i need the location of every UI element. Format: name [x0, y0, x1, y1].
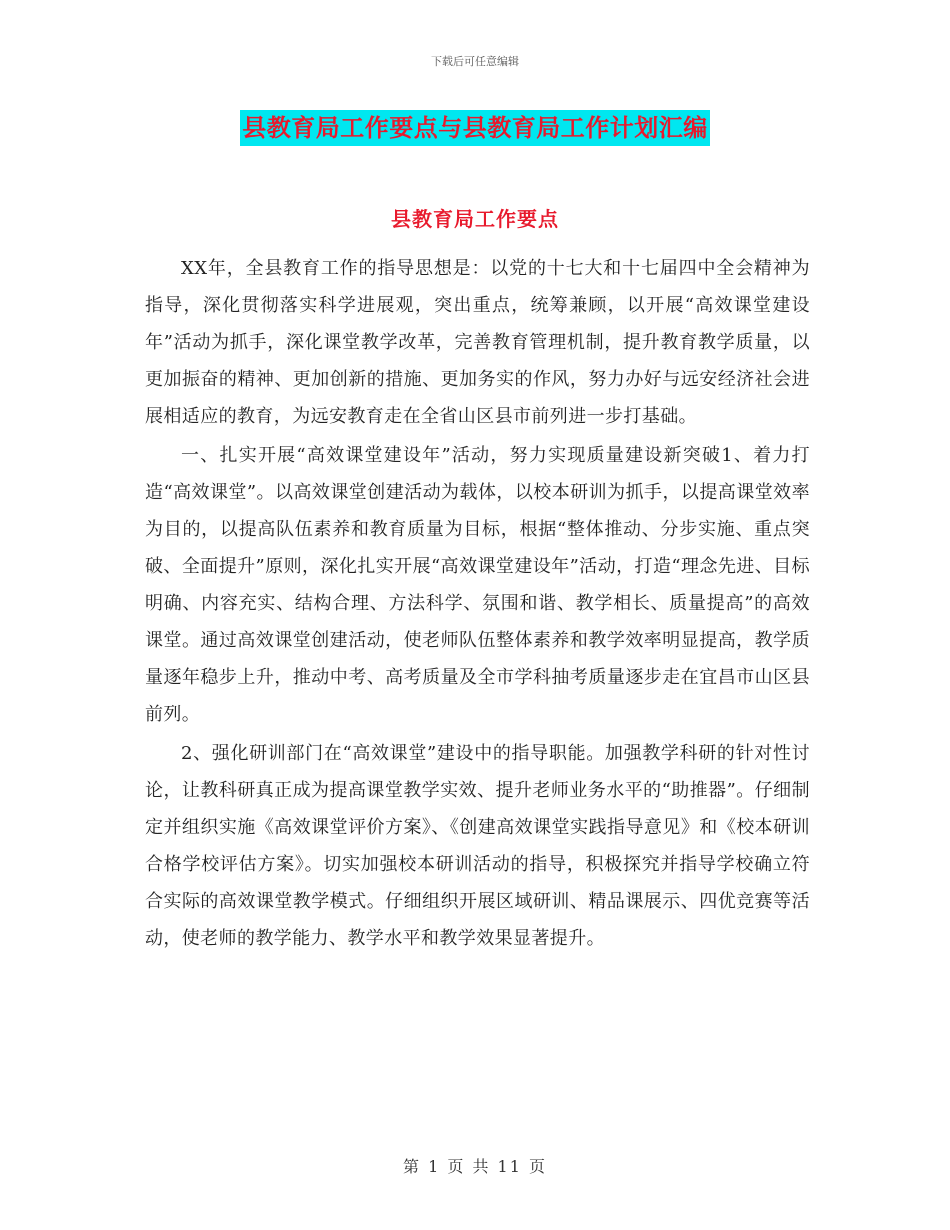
document-body — [145, 250, 810, 959]
section-title: 县教育局工作要点 — [391, 207, 559, 231]
paragraph: 2、强化研训部门在“高效课堂”建设中的指导职能。加强教学科研的针对性讨论，让教科研真正成为提高课堂教学实效、提升老师业务水平的“助推器”。仔细制定并组织实施《高效课堂评价方案》、《创建高效课堂实践指导意见》和《校本研训合格学校评估方案》。切实加强校本研训活动的指导，积极探究并指导学校确立符合实际的高效课堂教学模式。仔细组织开展区域研训、精品课展示、四优竞赛等活动，使老师的教学能力、教学水平和教学效果显著提升。 — [145, 743, 810, 949]
main-title-container — [0, 110, 950, 146]
main-title: 县教育局工作要点与县教育局工作计划汇编 — [240, 110, 710, 146]
paragraph: XX年，全县教育工作的指导思想是：以党的十七大和十七届四中全会精神为指导，深化贯彻落实科学进展观，突出重点，统筹兼顾，以开展“高效课堂建设年”活动为抓手，深化课堂教学改革，完善教育管理机制，提升教育教学质量，以更加振奋的精神、更加创新的措施、更加务实的作风，努力办好与远安经济社会进展相适应的教育，为远安教育走在全省山区县市前列进一步打基础。 — [145, 258, 810, 427]
paragraph: 一、扎实开展“高效课堂建设年”活动，努力实现质量建设新突破1、着力打造“高效课堂”。以高效课堂创建活动为载体，以校本研训为抓手，以提高课堂效率为目的，以提高队伍素养和教育质量为目标，根据“整体推动、分步实施、重点突破、全面提升”原则，深化扎实开展“高效课堂建设年”活动，打造“理念先进、目标明确、内容充实、结构合理、方法科学、氛围和谐、教学相长、质量提高”的高效课堂。通过高效课堂创建活动，使老师队伍整体素养和教学效率明显提高，教学质量逐年稳步上升，推动中考、高考质量及全市学科抽考质量逐步走在宜昌市山区县前列。 — [145, 445, 810, 725]
page-number: 第 1 页 共 11 页 — [403, 1157, 547, 1176]
download-note: 下载后可任意编辑 — [431, 55, 519, 68]
